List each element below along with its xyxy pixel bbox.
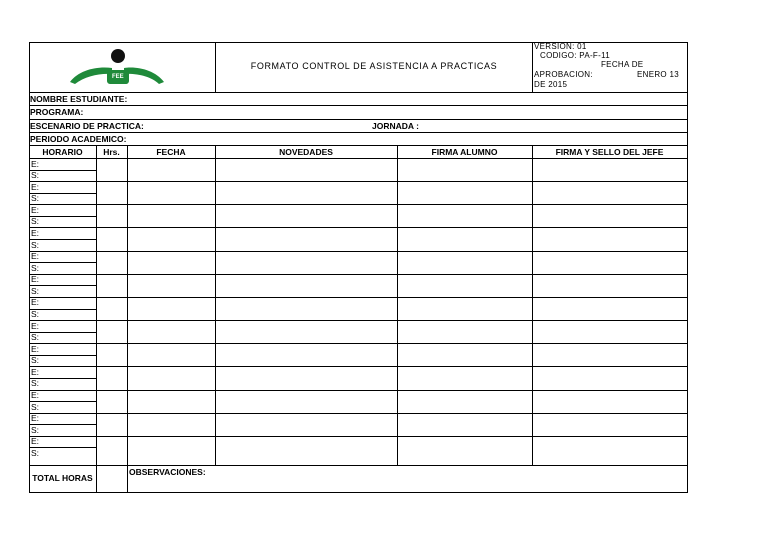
total-horas-label: TOTAL HORAS <box>32 473 93 483</box>
aprobacion-year: DE 2015 <box>534 80 568 89</box>
row-split-line <box>29 285 96 286</box>
col-firma-alumno: FIRMA ALUMNO <box>431 147 498 157</box>
exit-label: S: <box>31 239 40 250</box>
row-line <box>29 181 688 182</box>
row-line <box>29 320 688 321</box>
codigo-label: CODIGO: PA-F-11 <box>540 51 610 60</box>
border-right <box>687 42 688 493</box>
row-split-line <box>29 170 96 171</box>
entry-label: E: <box>31 251 40 262</box>
exit-label: S: <box>31 424 40 435</box>
exit-label: S: <box>31 378 40 389</box>
header-divider-2 <box>532 42 533 92</box>
col-firma-jefe: FIRMA Y SELLO DEL JEFE <box>555 147 664 157</box>
entry-label: E: <box>31 297 40 308</box>
row-line <box>29 204 688 205</box>
exit-label: S: <box>31 285 40 296</box>
entry-label: E: <box>31 204 40 215</box>
row-line <box>29 251 688 252</box>
aprobacion-date: ENERO 13 <box>637 70 679 79</box>
exit-label: S: <box>31 216 40 227</box>
row-split-line <box>29 332 96 333</box>
row-split-line <box>29 355 96 356</box>
exit-label: S: <box>31 332 40 343</box>
row-split-line <box>29 309 96 310</box>
entry-label: E: <box>31 366 40 377</box>
col-novedades: NOVEDADES <box>279 147 333 157</box>
row-line <box>29 227 688 228</box>
entry-label: E: <box>31 227 40 238</box>
attendance-form <box>29 42 688 493</box>
periodo-field-label: PERIODO ACADEMICO: <box>30 134 127 144</box>
exit-label: S: <box>31 170 40 181</box>
entry-label: E: <box>31 320 40 331</box>
row-line <box>29 366 688 367</box>
row-split-line <box>29 401 96 402</box>
row-split-line <box>29 447 96 448</box>
version-label: VERSION: 01 <box>534 42 587 51</box>
exit-label: S: <box>31 355 40 366</box>
nombre-field-label: NOMBRE ESTUDIANTE: <box>30 94 128 104</box>
row-split-line <box>29 193 96 194</box>
form-title: FORMATO CONTROL DE ASISTENCIA A PRACTICAS <box>250 61 498 71</box>
col-hrs: Hrs. <box>103 147 120 157</box>
row-split-line <box>29 424 96 425</box>
col-horario: HORARIO <box>42 147 83 157</box>
logo-icon <box>67 48 167 88</box>
row-split-line <box>29 216 96 217</box>
row-line <box>29 413 688 414</box>
row-line <box>29 297 688 298</box>
escenario-field-label: ESCENARIO DE PRACTICA: <box>30 121 144 131</box>
jornada-field-label: JORNADA : <box>372 121 419 131</box>
entry-label: E: <box>31 436 40 447</box>
fecha-label: FECHA DE <box>601 60 644 69</box>
row-line <box>29 390 688 391</box>
row-line <box>29 343 688 344</box>
row-split-line <box>29 378 96 379</box>
border-top <box>29 42 688 43</box>
logo-text: FEE <box>112 74 124 80</box>
aprobacion-label: APROBACION: <box>534 70 593 79</box>
entry-label: E: <box>31 413 40 424</box>
entry-label: E: <box>31 274 40 285</box>
exit-label: S: <box>31 262 40 273</box>
entry-label: E: <box>31 390 40 400</box>
programa-field-label: PROGRAMA: <box>30 107 84 117</box>
entry-label: E: <box>31 158 40 169</box>
observaciones-label: OBSERVACIONES: <box>129 467 206 477</box>
entry-label: E: <box>31 181 40 192</box>
exit-label: S: <box>31 309 40 319</box>
logo <box>67 48 167 88</box>
row-split-line <box>29 239 96 240</box>
col-fecha: FECHA <box>156 147 186 157</box>
row-line <box>29 436 688 437</box>
row-line <box>29 274 688 275</box>
exit-label: S: <box>31 193 40 204</box>
exit-label: S: <box>31 447 40 458</box>
entry-label: E: <box>31 343 40 354</box>
exit-label: S: <box>31 401 40 412</box>
row-split-line <box>29 262 96 263</box>
